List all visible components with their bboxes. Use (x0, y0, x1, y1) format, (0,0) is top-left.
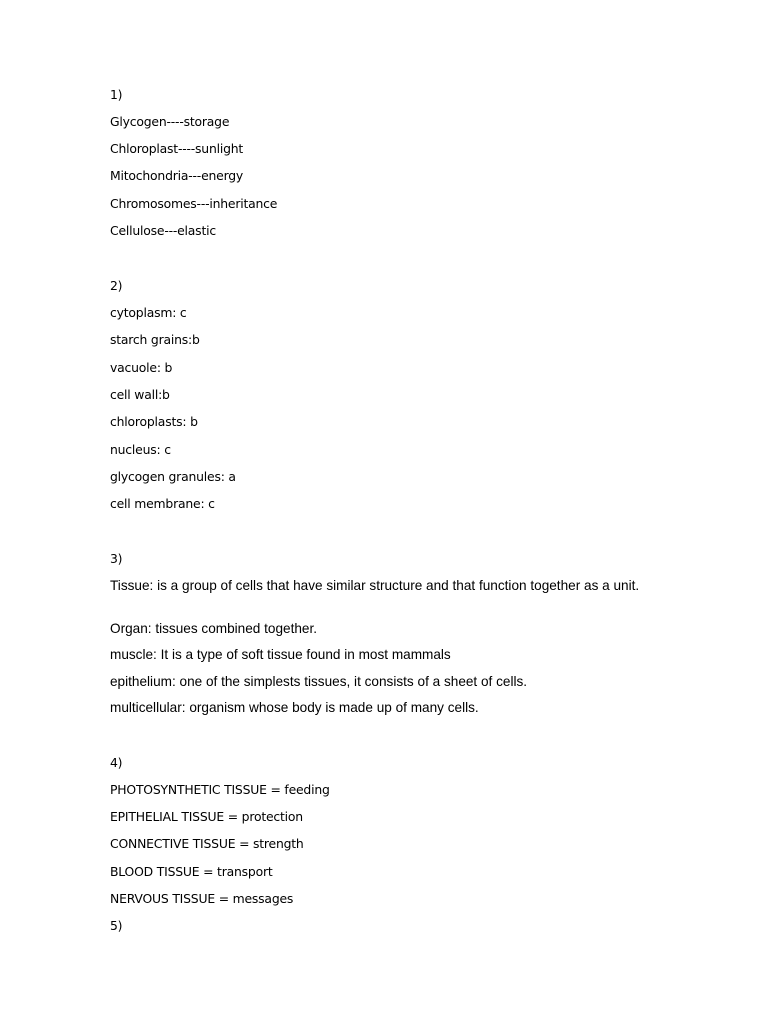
matching-item: Mitochondria---energy (110, 168, 244, 183)
answer-item: cytoplasm: c (110, 305, 187, 320)
tissue-function-item: EPITHELIAL TISSUE = protection (110, 809, 303, 824)
section-number: 5) (110, 918, 123, 933)
definition-item: multicellular: organism whose body is made up of many cells. (110, 700, 479, 715)
section-number: 4) (110, 755, 123, 770)
matching-item: Cellulose---elastic (110, 223, 216, 238)
section-number: 2) (110, 278, 123, 293)
matching-item: Chromosomes---inheritance (110, 196, 278, 211)
answer-item: chloroplasts: b (110, 414, 198, 429)
definition-item: epithelium: one of the simplests tissues, it consists of a sheet of cells. (110, 674, 528, 689)
answer-item: nucleus: c (110, 442, 171, 457)
answer-item: cell membrane: c (110, 496, 215, 511)
tissue-function-item: NERVOUS TISSUE = messages (110, 891, 294, 906)
definition-item: Organ: tissues combined together. (110, 621, 318, 636)
section-number: 1) (110, 87, 123, 102)
matching-item: Chloroplast----sunlight (110, 141, 244, 156)
tissue-function-item: BLOOD TISSUE = transport (110, 864, 273, 879)
answer-item: starch grains:b (110, 332, 200, 347)
answer-item: cell wall:b (110, 387, 170, 402)
definition-item: muscle: It is a type of soft tissue found in most mammals (110, 647, 451, 662)
tissue-function-item: PHOTOSYNTHETIC TISSUE = feeding (110, 782, 330, 797)
tissue-function-item: CONNECTIVE TISSUE = strength (110, 836, 304, 851)
answer-item: glycogen granules: a (110, 469, 236, 484)
section-number: 3) (110, 551, 123, 566)
matching-item: Glycogen----storage (110, 114, 230, 129)
definition-item: Tissue: is a group of cells that have similar structure and that function together as a unit. (110, 578, 640, 593)
answer-item: vacuole: b (110, 360, 173, 375)
